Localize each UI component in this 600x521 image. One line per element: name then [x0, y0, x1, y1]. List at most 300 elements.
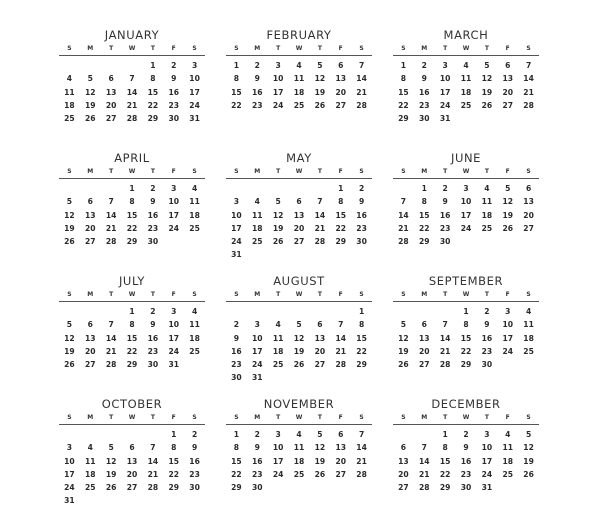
week-row	[393, 428, 539, 441]
day-cell: 9	[442, 197, 448, 207]
day-cell: 28	[314, 237, 326, 247]
week-row	[393, 222, 539, 235]
day-cell: 8	[129, 197, 135, 207]
day-cell: 19	[272, 223, 284, 233]
day-cell: 10	[460, 197, 472, 207]
day-cell: 2	[150, 184, 156, 193]
day-cell: 2	[442, 184, 448, 193]
weekday-header: W	[462, 168, 470, 175]
week-row	[226, 318, 372, 331]
day-cell: 27	[105, 114, 117, 124]
day-cell: 11	[189, 320, 200, 330]
day-cell: 18	[293, 456, 305, 466]
header-divider	[393, 301, 539, 302]
month-title: APRIL	[114, 151, 150, 165]
weekday-header: F	[505, 45, 510, 52]
day-cell	[101, 428, 122, 441]
day-cell: 5	[108, 443, 114, 453]
day-cell: 9	[171, 74, 177, 84]
day-cell: 27	[523, 223, 534, 233]
weekday-header: S	[401, 168, 406, 175]
day-cell: 20	[335, 456, 347, 466]
day-cell: 11	[272, 333, 284, 343]
day-cell: 16	[147, 210, 159, 220]
day-cell	[456, 112, 477, 125]
day-cell: 20	[523, 210, 534, 220]
day-cell: 31	[231, 250, 242, 260]
day-cell	[122, 428, 143, 441]
day-cell: 12	[314, 74, 326, 84]
day-cell	[268, 248, 289, 261]
day-cell: 2	[254, 61, 260, 70]
week-row	[59, 99, 205, 112]
week-row	[393, 332, 539, 345]
weekday-header: T	[484, 414, 489, 421]
weekday-header: W	[462, 414, 470, 421]
week-row	[59, 86, 205, 99]
day-cell	[101, 494, 122, 507]
day-cell: 30	[231, 373, 242, 383]
weekday-header: S	[67, 291, 72, 298]
day-cell	[59, 182, 80, 195]
day-cell: 20	[502, 87, 514, 97]
day-cell: 4	[254, 197, 260, 207]
weekday-header: S	[192, 291, 197, 298]
weekday-header: S	[359, 168, 364, 175]
day-cell: 27	[398, 483, 409, 493]
day-cell: 30	[439, 237, 451, 247]
header-divider	[59, 301, 205, 302]
day-cell: 3	[442, 61, 448, 70]
day-cell: 17	[439, 87, 451, 97]
header-divider	[393, 178, 539, 179]
week-row	[226, 86, 372, 99]
day-cell: 29	[356, 360, 367, 370]
day-cell: 13	[335, 443, 347, 453]
day-cell: 7	[358, 61, 365, 70]
day-cell: 9	[463, 443, 469, 453]
weekday-header: T	[109, 168, 114, 175]
day-cell: 25	[189, 223, 200, 233]
day-cell: 18	[460, 87, 472, 97]
day-cell: 18	[502, 456, 514, 466]
day-cell: 22	[398, 100, 409, 110]
day-cell	[59, 305, 80, 318]
header-divider	[393, 424, 539, 425]
day-cell: 14	[356, 443, 367, 453]
weekday-header: T	[109, 414, 114, 421]
day-cell: 21	[356, 87, 367, 97]
day-cell: 25	[460, 100, 472, 110]
weekday-header: T	[276, 45, 281, 52]
weekday-header: F	[338, 168, 343, 175]
weekday-header: T	[109, 291, 114, 298]
day-cell	[122, 59, 143, 72]
weekday-header: F	[338, 414, 343, 421]
day-cell: 8	[129, 320, 135, 330]
week-row	[393, 358, 539, 371]
header-divider	[226, 301, 372, 302]
day-cell: 6	[129, 443, 135, 453]
day-cell: 17	[64, 469, 75, 479]
day-cell: 29	[147, 114, 159, 124]
day-cell: 12	[105, 456, 117, 466]
weekday-header: T	[276, 291, 281, 298]
day-cell: 23	[481, 346, 493, 356]
day-cell: 21	[105, 346, 117, 356]
day-cell: 4	[191, 307, 198, 316]
day-cell: 6	[421, 320, 427, 330]
day-cell: 14	[105, 210, 117, 220]
day-cell	[268, 182, 289, 195]
weekday-header-row	[226, 167, 372, 177]
day-cell: 15	[231, 87, 242, 97]
day-cell: 2	[171, 61, 177, 70]
weekday-header-row	[393, 167, 539, 177]
day-cell: 15	[147, 87, 159, 97]
day-cell: 2	[150, 307, 156, 316]
day-cell: 25	[64, 114, 75, 124]
day-cell: 28	[398, 237, 409, 247]
weekday-header: M	[421, 291, 428, 298]
month-title: MARCH	[443, 28, 489, 42]
day-cell: 23	[168, 100, 180, 110]
day-cell: 29	[398, 114, 409, 124]
day-cell: 5	[275, 197, 281, 207]
day-cell: 17	[481, 456, 493, 466]
day-cell	[142, 428, 163, 441]
day-cell: 18	[85, 469, 96, 479]
day-cell: 12	[502, 197, 514, 207]
day-cell: 23	[460, 469, 472, 479]
day-cell: 30	[168, 114, 180, 124]
day-cell: 10	[481, 443, 493, 453]
day-cell: 13	[314, 333, 326, 343]
day-cell: 10	[64, 456, 75, 466]
day-cell: 1	[233, 430, 240, 439]
week-row	[393, 468, 539, 481]
weekday-header: M	[254, 45, 261, 52]
day-cell: 26	[523, 469, 534, 479]
day-cell: 24	[460, 223, 472, 233]
day-cell: 23	[439, 223, 451, 233]
week-row	[393, 455, 539, 468]
day-cell: 4	[296, 61, 302, 70]
week-row	[226, 305, 372, 318]
day-cell: 20	[85, 223, 96, 233]
day-cell: 9	[421, 74, 427, 84]
week-row	[226, 371, 372, 384]
header-divider	[226, 424, 372, 425]
day-cell	[497, 358, 518, 371]
day-cell: 9	[484, 320, 490, 330]
weekday-header: W	[295, 168, 303, 175]
day-cell: 26	[398, 360, 409, 370]
weekday-header: M	[254, 414, 261, 421]
day-cell: 16	[439, 210, 451, 220]
weekday-header: T	[443, 414, 448, 421]
day-cell: 12	[272, 210, 284, 220]
day-cell: 9	[150, 320, 156, 330]
day-cell: 20	[293, 223, 305, 233]
day-cell: 11	[293, 443, 305, 453]
month-title: SEPTEMBER	[428, 274, 504, 288]
weekday-header: S	[401, 414, 406, 421]
day-cell: 3	[463, 184, 469, 193]
day-cell	[80, 494, 101, 507]
day-cell: 22	[335, 223, 347, 233]
day-cell: 8	[421, 197, 427, 207]
day-cell: 18	[523, 333, 534, 343]
day-cell: 1	[442, 430, 448, 439]
weekday-header: F	[505, 291, 510, 298]
day-cell	[414, 305, 435, 318]
week-row	[226, 455, 372, 468]
week-row	[226, 332, 372, 345]
day-cell: 29	[335, 237, 347, 247]
day-cell: 17	[272, 456, 284, 466]
weekday-header: W	[128, 291, 136, 298]
day-cell: 11	[481, 197, 493, 207]
week-row	[59, 235, 205, 248]
day-cell: 11	[64, 87, 75, 97]
weekday-header-row	[59, 44, 205, 54]
day-cell: 13	[419, 333, 430, 343]
month-title: OCTOBER	[101, 397, 163, 411]
day-cell: 12	[85, 87, 96, 97]
weekday-header: M	[254, 291, 261, 298]
month-title: NOVEMBER	[263, 397, 335, 411]
day-cell: 18	[252, 223, 263, 233]
day-cell: 19	[105, 469, 117, 479]
weekday-header: T	[150, 45, 155, 52]
weekday-header: S	[192, 414, 197, 421]
day-cell	[247, 305, 268, 318]
month-september	[393, 274, 539, 371]
day-cell: 21	[105, 223, 117, 233]
day-cell: 10	[168, 197, 180, 207]
day-cell: 25	[293, 469, 305, 479]
day-cell: 1	[421, 184, 427, 193]
day-cell: 16	[481, 333, 493, 343]
day-cell	[330, 305, 351, 318]
day-cell	[497, 235, 518, 248]
day-cell: 22	[126, 223, 138, 233]
day-cell: 30	[419, 114, 430, 124]
day-cell	[393, 428, 414, 441]
day-cell	[101, 182, 122, 195]
weekday-header: T	[109, 45, 114, 52]
day-cell: 28	[439, 360, 451, 370]
day-cell: 12	[523, 443, 534, 453]
day-cell: 8	[233, 443, 240, 453]
header-divider	[226, 178, 372, 179]
day-cell: 8	[463, 320, 469, 330]
day-cell: 5	[505, 184, 511, 193]
day-cell: 25	[272, 360, 284, 370]
day-cell: 30	[147, 237, 159, 247]
week-row	[59, 358, 205, 371]
day-cell	[518, 481, 539, 494]
week-row	[59, 332, 205, 345]
day-cell: 7	[108, 320, 114, 330]
day-cell: 19	[64, 346, 75, 356]
week-row	[226, 441, 372, 454]
month-title: AUGUST	[273, 274, 325, 288]
weekday-header: T	[317, 45, 322, 52]
day-cell: 31	[439, 114, 451, 124]
weekday-header: M	[87, 291, 94, 298]
day-cell: 27	[85, 360, 96, 370]
weekday-header: T	[484, 168, 489, 175]
weekday-header: T	[317, 291, 322, 298]
week-row	[59, 209, 205, 222]
day-cell: 2	[233, 320, 240, 330]
week-row	[226, 182, 372, 195]
day-cell: 20	[126, 469, 138, 479]
day-cell	[226, 182, 247, 195]
weekday-header-row	[226, 413, 372, 423]
day-cell	[351, 371, 372, 384]
day-cell: 5	[66, 320, 73, 330]
week-row	[393, 182, 539, 195]
day-cell	[393, 182, 414, 195]
day-cell: 6	[87, 320, 93, 330]
day-cell: 5	[525, 430, 532, 439]
week-row	[59, 441, 205, 454]
day-cell: 26	[64, 360, 75, 370]
day-cell: 9	[254, 74, 260, 84]
day-cell: 25	[189, 346, 200, 356]
day-cell: 4	[463, 61, 469, 70]
day-cell: 22	[231, 100, 242, 110]
day-cell: 15	[419, 210, 430, 220]
weekday-header: S	[234, 291, 239, 298]
day-cell: 6	[87, 197, 93, 207]
weekday-header: W	[295, 45, 303, 52]
day-cell: 1	[129, 307, 135, 316]
day-cell: 15	[356, 333, 367, 343]
day-cell: 24	[168, 346, 180, 356]
weekday-header: S	[192, 45, 197, 52]
week-row	[59, 59, 205, 72]
month-february	[226, 28, 372, 112]
month-july	[59, 274, 205, 371]
day-cell	[309, 182, 330, 195]
day-cell: 30	[189, 483, 200, 493]
day-cell: 31	[252, 373, 263, 383]
weekday-header: F	[505, 414, 510, 421]
weekday-header-row	[393, 290, 539, 300]
day-cell	[184, 494, 205, 507]
day-cell: 21	[398, 223, 409, 233]
day-cell: 7	[150, 443, 156, 453]
weekday-header: S	[234, 168, 239, 175]
weekday-header: T	[276, 168, 281, 175]
day-cell: 19	[481, 87, 493, 97]
weekday-header: W	[128, 414, 136, 421]
day-cell: 26	[64, 237, 75, 247]
week-row	[226, 59, 372, 72]
weekday-header: T	[150, 168, 155, 175]
day-cell: 26	[314, 469, 326, 479]
day-cell: 28	[105, 237, 117, 247]
day-cell: 2	[191, 430, 198, 439]
day-cell: 13	[293, 210, 305, 220]
day-cell	[518, 112, 539, 125]
day-cell: 12	[398, 333, 409, 343]
day-cell: 17	[168, 210, 180, 220]
day-cell: 29	[126, 237, 138, 247]
day-cell: 3	[275, 430, 281, 439]
day-cell: 16	[460, 456, 472, 466]
day-cell: 3	[66, 443, 73, 453]
weekday-header: F	[171, 414, 176, 421]
week-row	[59, 222, 205, 235]
day-cell: 18	[272, 346, 284, 356]
day-cell: 26	[314, 100, 326, 110]
week-row	[59, 468, 205, 481]
day-cell: 27	[293, 237, 305, 247]
day-cell: 8	[358, 320, 365, 330]
day-cell: 20	[335, 87, 347, 97]
day-cell: 6	[317, 320, 323, 330]
day-cell	[80, 305, 101, 318]
day-cell: 25	[85, 483, 96, 493]
day-cell: 6	[505, 61, 511, 70]
day-cell: 6	[338, 430, 344, 439]
day-cell: 13	[85, 333, 96, 343]
day-cell: 24	[64, 483, 75, 493]
day-cell: 12	[64, 333, 75, 343]
day-cell: 4	[66, 74, 73, 84]
day-cell: 15	[126, 210, 138, 220]
week-row	[226, 345, 372, 358]
day-cell: 13	[523, 197, 534, 207]
day-cell	[247, 248, 268, 261]
weekday-header: F	[171, 45, 176, 52]
day-cell	[268, 305, 289, 318]
day-cell: 11	[293, 74, 305, 84]
week-row	[59, 195, 205, 208]
day-cell: 26	[293, 360, 305, 370]
day-cell: 13	[502, 74, 514, 84]
weekday-header: T	[484, 45, 489, 52]
week-row	[59, 112, 205, 125]
day-cell: 24	[168, 223, 180, 233]
day-cell: 20	[85, 346, 96, 356]
day-cell: 1	[463, 307, 469, 316]
day-cell: 25	[502, 469, 514, 479]
day-cell: 15	[398, 87, 409, 97]
day-cell: 27	[314, 360, 326, 370]
header-divider	[393, 55, 539, 56]
day-cell: 7	[421, 443, 427, 453]
day-cell: 29	[126, 360, 138, 370]
day-cell: 28	[105, 360, 117, 370]
week-row	[59, 494, 205, 507]
month-title: JULY	[118, 274, 146, 288]
day-cell	[309, 371, 330, 384]
day-cell: 15	[126, 333, 138, 343]
month-august	[226, 274, 372, 385]
week-row	[226, 481, 372, 494]
day-cell: 24	[272, 100, 284, 110]
weekday-header: S	[234, 45, 239, 52]
day-cell: 21	[419, 469, 430, 479]
day-cell: 20	[314, 346, 326, 356]
day-cell: 18	[481, 210, 493, 220]
